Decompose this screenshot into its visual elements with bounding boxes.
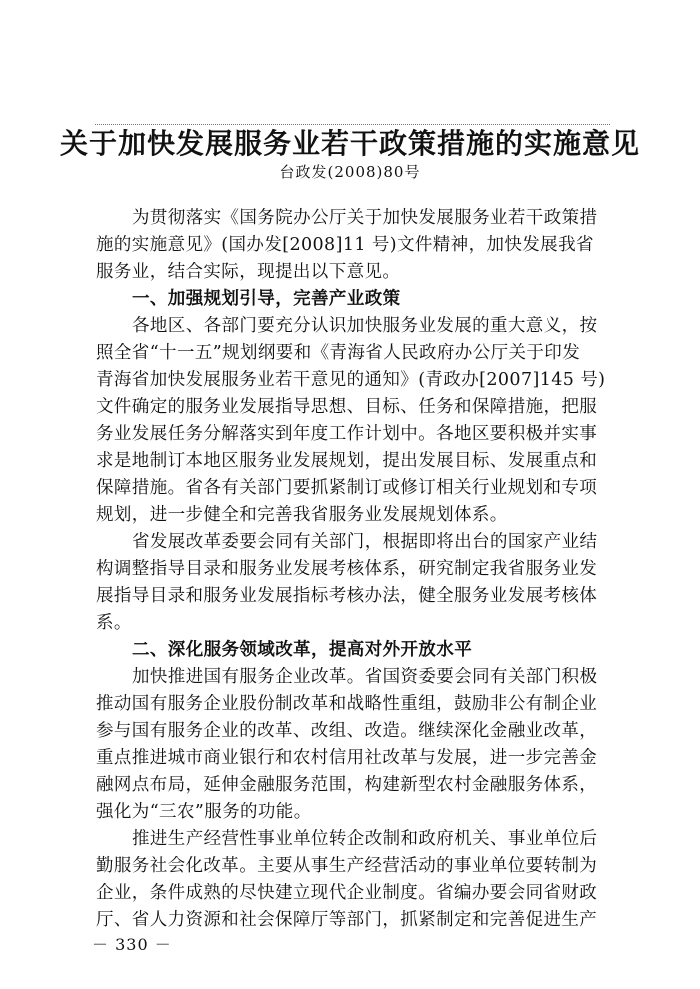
paragraph-line: 求是地制订本地区服务业发展规划，提出发展目标、发展重点和 bbox=[96, 451, 598, 471]
paragraph-line: 推进生产经营性事业单位转企改制和政府机关、事业单位后 bbox=[132, 829, 598, 849]
paragraph-line: 为贯彻落实《国务院办公厅关于加快发展服务业若干政策措 bbox=[132, 208, 598, 228]
paragraph-line: 展指导目录和服务业发展指标考核办法，健全服务业发展考核体 bbox=[96, 586, 598, 606]
paragraph-line: 企业，条件成熟的尽快建立现代企业制度。省编办要会同省财政 bbox=[96, 883, 598, 903]
paragraph-line: 施的实施意见》(国办发[2008]11 号)文件精神，加快发展我省 bbox=[96, 235, 594, 255]
paragraph-line: 参与国有服务企业的改革、改组、改造。继续深化金融业改革， bbox=[96, 721, 598, 741]
paragraph-line: 照全省“十一五”规划纲要和《青海省人民政府办公厅关于印发 bbox=[96, 343, 581, 363]
paragraph-line: 省发展改革委要会同有关部门，根据即将出台的国家产业结 bbox=[132, 532, 598, 552]
paragraph-line: 推动国有服务企业股份制改革和战略性重组，鼓励非公有制企业 bbox=[96, 694, 598, 714]
document-title: 关于加快发展服务业若干政策措施的实施意见 bbox=[60, 127, 641, 160]
paragraph-line: 青海省加快发展服务业若干意见的通知》(青政办[2007]145 号) bbox=[96, 370, 606, 390]
document-number: 台政发(2008)80号 bbox=[279, 163, 421, 181]
paragraph-line: 保障措施。省各有关部门要抓紧制订或修订相关行业规划和专项 bbox=[96, 478, 598, 498]
paragraph-line: 强化为“三农”服务的功能。 bbox=[96, 802, 312, 822]
paragraph-line: 加快推进国有服务企业改革。省国资委要会同有关部门积极 bbox=[132, 667, 598, 687]
paragraph-line: 服务业，结合实际，现提出以下意见。 bbox=[96, 262, 401, 282]
paragraph-line: 规划，进一步健全和完善我省服务业发展规划体系。 bbox=[96, 505, 508, 525]
paragraph-line: 系。 bbox=[96, 613, 132, 633]
top-dotted-rule bbox=[95, 124, 610, 125]
section-heading: 一、加强规划引导，完善产业政策 bbox=[132, 289, 401, 309]
paragraph-line: 构调整指导目录和服务业发展考核体系，研究制定我省服务业发 bbox=[96, 559, 598, 579]
paragraph-line: 勤服务社会化改革。主要从事生产经营活动的事业单位要转制为 bbox=[96, 856, 598, 876]
paragraph-line: 厅、省人力资源和社会保障厅等部门，抓紧制定和完善促进生产 bbox=[96, 910, 598, 930]
page-number: － 330 － bbox=[92, 935, 172, 954]
paragraph-line: 文件确定的服务业发展指导思想、目标、任务和保障措施，把服 bbox=[96, 397, 598, 417]
section-heading: 二、深化服务领域改革，提高对外开放水平 bbox=[132, 640, 473, 660]
paragraph-line: 务业发展任务分解落实到年度工作计划中。各地区要积极并实事 bbox=[96, 424, 598, 444]
paragraph-line: 融网点布局，延伸金融服务范围，构建新型农村金融服务体系， bbox=[96, 775, 598, 795]
document-body bbox=[96, 205, 611, 934]
paragraph-line: 各地区、各部门要充分认识加快服务业发展的重大意义，按 bbox=[132, 316, 598, 336]
paragraph-line: 重点推进城市商业银行和农村信用社改革与发展，进一步完善金 bbox=[96, 748, 598, 768]
